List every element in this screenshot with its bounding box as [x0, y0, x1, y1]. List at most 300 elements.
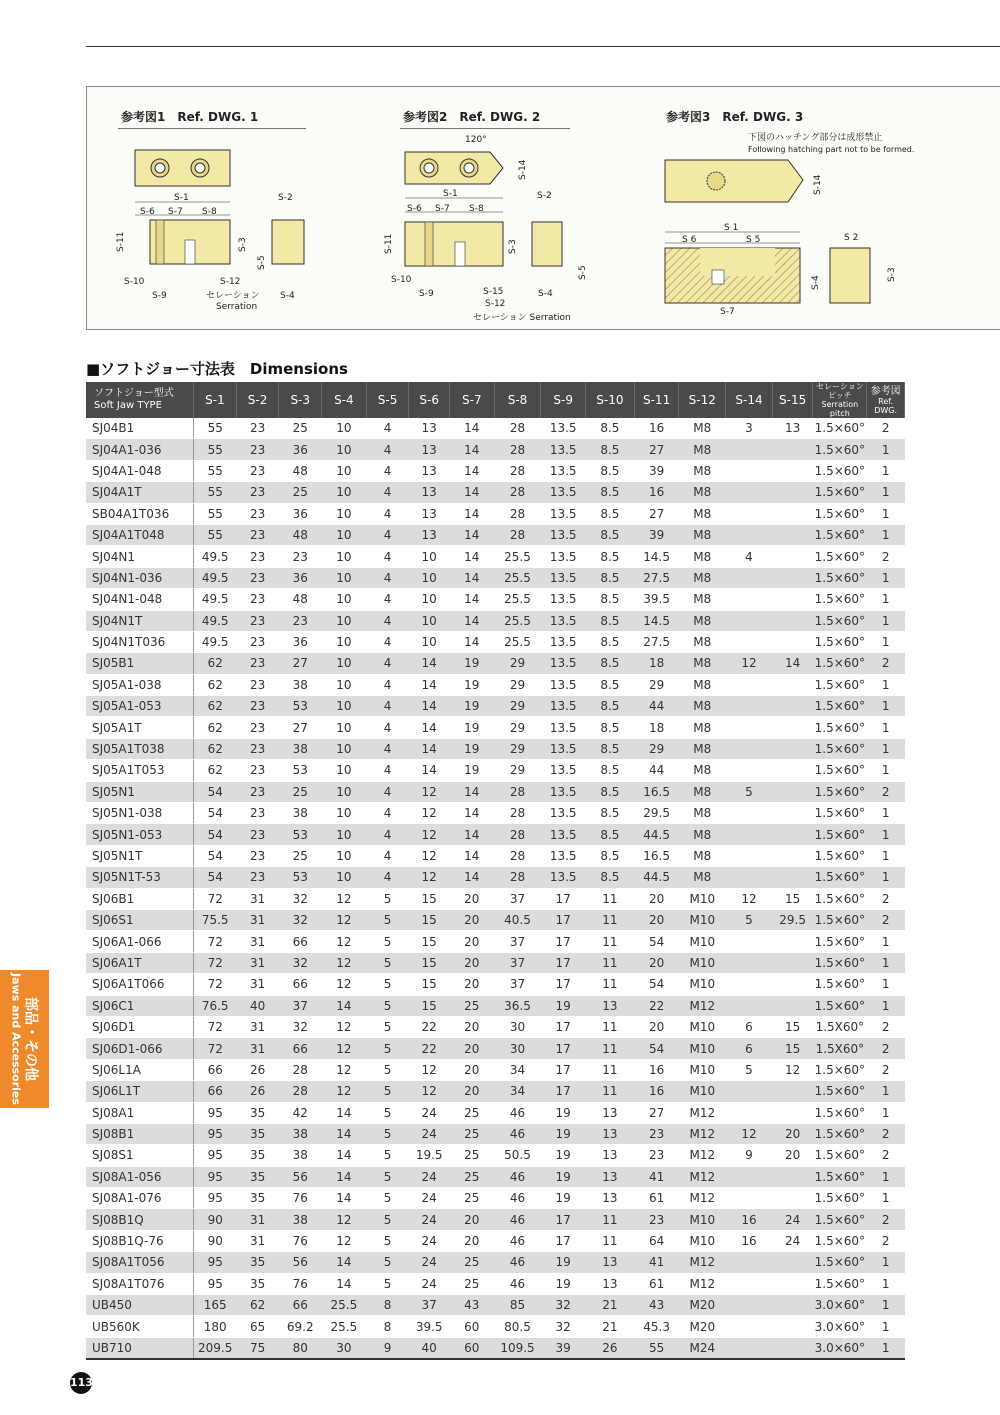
cell-value: 20: [772, 1123, 813, 1144]
cell-value: 23: [236, 418, 279, 439]
cell-value: 46: [494, 1252, 541, 1273]
cell-value: [726, 589, 773, 610]
ref-dwg-1-title: 参考図1 Ref. DWG. 1: [121, 110, 259, 124]
cell-value: 19: [449, 674, 494, 695]
jaw-top-view: [135, 150, 230, 186]
cell-value: 12: [322, 1230, 367, 1251]
cell-value: [726, 503, 773, 524]
cell-value: 35: [236, 1252, 279, 1273]
dim-s9: S-9: [152, 291, 167, 301]
cell-value: 10: [322, 803, 367, 824]
cell-value: 1: [867, 717, 905, 738]
cell-value: 13.5: [541, 631, 586, 652]
dim-s5: S-5: [257, 255, 267, 270]
cell-value: 20: [449, 1038, 494, 1059]
cell-value: 19: [449, 653, 494, 674]
cell-value: 11: [586, 1016, 635, 1037]
cell-value: 6: [726, 1038, 773, 1059]
cell-value: [726, 567, 773, 588]
cell-value: 1.5×60°: [813, 653, 867, 674]
cell-value: 1: [867, 589, 905, 610]
cell-value: 15: [772, 888, 813, 909]
cell-value: 1: [867, 867, 905, 888]
cell-value: 17: [541, 1230, 586, 1251]
cell-value: 8.5: [586, 738, 635, 759]
cell-value: 29: [634, 738, 679, 759]
cell-value: 20: [449, 952, 494, 973]
cell-value: 23: [236, 439, 279, 460]
cell-value: 75: [236, 1337, 279, 1359]
cell-value: 27.5: [634, 631, 679, 652]
cell-value: 13.5: [541, 482, 586, 503]
cell-value: 11: [586, 1230, 635, 1251]
cell-value: 12: [726, 653, 773, 674]
cell-value: 14: [409, 653, 450, 674]
cell-value: 13.5: [541, 696, 586, 717]
cell-value: 29.5: [634, 803, 679, 824]
cell-value: 35: [236, 1273, 279, 1294]
cell-value: 10: [322, 503, 367, 524]
cell-value: 5: [366, 1081, 409, 1102]
cell-value: 32: [279, 952, 322, 973]
cell-value: 1.5×60°: [813, 1273, 867, 1294]
cell-value: 10: [322, 781, 367, 802]
header-s11: S-11: [634, 382, 679, 418]
cell-value: 14.5: [634, 610, 679, 631]
cell-value: 13.5: [541, 824, 586, 845]
cell-value: 10: [322, 546, 367, 567]
cell-value: 27: [634, 1102, 679, 1123]
cell-value: 13: [409, 482, 450, 503]
cell-value: [772, 952, 813, 973]
cell-value: 18: [634, 717, 679, 738]
jaw-side-view: [272, 220, 304, 264]
cell-value: 13.5: [541, 524, 586, 545]
page-number: 113: [70, 1372, 92, 1394]
cell-value: 23: [279, 546, 322, 567]
cell-value: 25: [449, 1188, 494, 1209]
cell-value: [772, 482, 813, 503]
cell-value: 60: [449, 1337, 494, 1359]
dim-s11-2: S-11: [384, 233, 394, 254]
cell-value: 1.5×60°: [813, 738, 867, 759]
ref-dwg-1-drawing: [110, 140, 310, 320]
cell-value: 1.5×60°: [813, 1188, 867, 1209]
header-s10: S-10: [586, 382, 635, 418]
dim-s8-2: S-8: [469, 204, 484, 214]
cell-value: 25: [449, 1145, 494, 1166]
cell-value: 1.5×60°: [813, 1081, 867, 1102]
cell-value: 12: [726, 1123, 773, 1144]
cell-value: 1.5×60°: [813, 803, 867, 824]
cell-value: 39.5: [634, 589, 679, 610]
cell-value: 1.5X60°: [813, 1038, 867, 1059]
cell-value: 55: [194, 439, 237, 460]
cell-value: 2: [867, 653, 905, 674]
cell-value: 8.5: [586, 781, 635, 802]
cell-value: 2: [867, 1016, 905, 1037]
dim3-s7: S-7: [720, 307, 735, 317]
cell-value: 43: [449, 1295, 494, 1316]
cell-value: M10: [679, 909, 726, 930]
header-type: [86, 382, 194, 418]
cell-value: M12: [679, 1252, 726, 1273]
cell-value: 12: [322, 1016, 367, 1037]
cell-value: 5: [366, 888, 409, 909]
cell-value: 2: [867, 1230, 905, 1251]
cell-type: SJ08A1T056: [86, 1252, 194, 1273]
cell-value: 1: [867, 974, 905, 995]
cell-type: SJ05A1-038: [86, 674, 194, 695]
cell-value: 19: [541, 1166, 586, 1187]
cell-type: SJ06B1: [86, 888, 194, 909]
cell-value: 14: [449, 567, 494, 588]
cell-value: [726, 1252, 773, 1273]
cell-value: 5: [366, 952, 409, 973]
cell-value: 20: [449, 931, 494, 952]
cell-value: 10: [322, 824, 367, 845]
cell-value: 14: [322, 1273, 367, 1294]
cell-value: 38: [279, 803, 322, 824]
cell-value: 19: [449, 760, 494, 781]
cell-value: 1: [867, 631, 905, 652]
table-row: [86, 546, 905, 567]
cell-type: SJ08B1Q: [86, 1209, 194, 1230]
cell-value: 13.5: [541, 867, 586, 888]
cell-value: 20: [449, 888, 494, 909]
cell-value: [772, 1081, 813, 1102]
cell-value: 30: [494, 1016, 541, 1037]
header-s6: S-6: [409, 382, 450, 418]
cell-value: 25.5: [494, 546, 541, 567]
cell-value: 1.5×60°: [813, 1102, 867, 1123]
cell-value: 36.5: [494, 995, 541, 1016]
cell-value: 23: [236, 738, 279, 759]
cell-value: 27: [279, 717, 322, 738]
cell-value: 8.5: [586, 546, 635, 567]
cell-value: 66: [279, 1038, 322, 1059]
cell-type: SJ04N1-036: [86, 567, 194, 588]
cell-value: 13.5: [541, 546, 586, 567]
cell-value: [726, 845, 773, 866]
cell-value: [726, 995, 773, 1016]
cell-value: 15: [772, 1016, 813, 1037]
cell-value: 17: [541, 974, 586, 995]
cell-value: 10: [322, 589, 367, 610]
cell-value: 36: [279, 503, 322, 524]
table-row: [86, 589, 905, 610]
cell-value: 28: [494, 460, 541, 481]
cell-value: 62: [194, 674, 237, 695]
cell-value: [726, 1102, 773, 1123]
cell-value: 66: [194, 1059, 237, 1080]
cell-value: 19.5: [409, 1145, 450, 1166]
dimensions-table: [86, 382, 905, 1360]
cell-value: M8: [679, 717, 726, 738]
cell-value: 23: [236, 503, 279, 524]
cell-value: [772, 1188, 813, 1209]
cell-value: 10: [322, 524, 367, 545]
cell-value: M8: [679, 760, 726, 781]
cell-value: 16: [726, 1209, 773, 1230]
cell-value: M20: [679, 1316, 726, 1337]
cell-value: 1.5×60°: [813, 888, 867, 909]
cell-value: 56: [279, 1166, 322, 1187]
cell-value: 18: [634, 653, 679, 674]
header-pitch-en: Serration pitch: [821, 400, 859, 418]
cell-value: 20: [449, 1016, 494, 1037]
cell-value: 54: [634, 974, 679, 995]
cell-value: 16: [634, 482, 679, 503]
cell-value: 28: [494, 845, 541, 866]
dim-s6: S-6: [140, 207, 155, 217]
ref-dwg-3-note-en: Following hatching part not to be formed.: [748, 145, 915, 154]
cell-value: 1.5×60°: [813, 567, 867, 588]
cell-value: 12: [409, 781, 450, 802]
cell-value: 1.5×60°: [813, 824, 867, 845]
cell-value: 76: [279, 1273, 322, 1294]
cell-value: 12: [409, 803, 450, 824]
cell-value: 12: [322, 1209, 367, 1230]
cell-value: 90: [194, 1230, 237, 1251]
cell-value: 11: [586, 974, 635, 995]
cell-value: 62: [194, 738, 237, 759]
cell-value: 25.5: [494, 610, 541, 631]
cell-value: 23: [236, 653, 279, 674]
cell-value: 24: [772, 1209, 813, 1230]
cell-value: 12: [322, 888, 367, 909]
cell-value: 209.5: [194, 1337, 237, 1359]
cell-value: 72: [194, 888, 237, 909]
cell-value: 14: [449, 867, 494, 888]
ref-dwg-3-title: 参考図3 Ref. DWG. 3: [666, 110, 804, 124]
cell-value: 31: [236, 1038, 279, 1059]
cell-value: 72: [194, 1038, 237, 1059]
cell-value: 43: [634, 1295, 679, 1316]
cell-value: 38: [279, 738, 322, 759]
cell-value: 75.5: [194, 909, 237, 930]
cell-value: 95: [194, 1273, 237, 1294]
cell-value: 10: [322, 845, 367, 866]
header-s3: S-3: [279, 382, 322, 418]
cell-type: SJ05N1-038: [86, 803, 194, 824]
cell-value: 46: [494, 1166, 541, 1187]
cell-value: M10: [679, 974, 726, 995]
cell-value: 53: [279, 824, 322, 845]
cell-value: 1: [867, 610, 905, 631]
cell-value: 23: [236, 781, 279, 802]
cell-value: 54: [194, 824, 237, 845]
cell-value: 19: [541, 1273, 586, 1294]
cell-value: [772, 760, 813, 781]
cell-value: 23: [236, 460, 279, 481]
table-row: [86, 1059, 905, 1080]
cell-value: 1.5×60°: [813, 974, 867, 995]
cell-value: [726, 1081, 773, 1102]
cell-value: 11: [586, 888, 635, 909]
cell-value: M8: [679, 439, 726, 460]
dim-s10: S-10: [124, 277, 145, 287]
cell-value: 55: [194, 503, 237, 524]
cell-value: 13.5: [541, 567, 586, 588]
cell-value: 31: [236, 888, 279, 909]
cell-value: 10: [322, 738, 367, 759]
cell-value: 11: [586, 1038, 635, 1059]
cell-value: 4: [366, 589, 409, 610]
dim-s4: S-4: [280, 291, 295, 301]
cell-value: 1: [867, 1337, 905, 1359]
cell-type: UB450: [86, 1295, 194, 1316]
cell-value: 17: [541, 888, 586, 909]
cell-value: [726, 1337, 773, 1359]
cell-value: 37: [494, 952, 541, 973]
dim-s2-2: S-2: [537, 191, 552, 201]
cell-value: 23: [236, 524, 279, 545]
cell-value: 55: [194, 482, 237, 503]
jaw-front-view-2: [405, 222, 503, 266]
cell-value: 1: [867, 524, 905, 545]
cell-value: 10: [322, 482, 367, 503]
cell-value: 32: [541, 1295, 586, 1316]
cell-value: 8.5: [586, 717, 635, 738]
section-side-tab[interactable]: [0, 970, 49, 1108]
cell-value: 1.5×60°: [813, 482, 867, 503]
cell-value: 1: [867, 482, 905, 503]
cell-value: 1.5×60°: [813, 1166, 867, 1187]
cell-value: 12: [772, 1059, 813, 1080]
cell-value: [772, 1166, 813, 1187]
cell-value: 36: [279, 631, 322, 652]
cell-type: SJ08A1-076: [86, 1188, 194, 1209]
cell-value: 95: [194, 1166, 237, 1187]
cell-value: 12: [409, 1059, 450, 1080]
cell-value: 1.5×60°: [813, 610, 867, 631]
header-type-en: Soft Jaw TYPE: [94, 400, 162, 411]
cell-value: 22: [634, 995, 679, 1016]
cell-value: 16: [634, 1081, 679, 1102]
table-row: [86, 439, 905, 460]
cell-value: 49.5: [194, 631, 237, 652]
cell-value: 60: [449, 1316, 494, 1337]
table-row: [86, 696, 905, 717]
cell-value: 10: [322, 717, 367, 738]
cell-value: 11: [586, 1081, 635, 1102]
cell-value: [726, 439, 773, 460]
cell-value: [772, 674, 813, 695]
cell-value: 12: [322, 952, 367, 973]
cell-value: [772, 717, 813, 738]
cell-value: 5: [366, 1252, 409, 1273]
cell-type: SJ04A1T: [86, 482, 194, 503]
cell-value: 4: [366, 418, 409, 439]
cell-type: SJ08B1Q-76: [86, 1230, 194, 1251]
table-row: [86, 1209, 905, 1230]
cell-value: M10: [679, 931, 726, 952]
cell-value: 4: [366, 867, 409, 888]
serration-label-2: セレーション Serration: [473, 313, 571, 323]
cell-value: 1.5×60°: [813, 781, 867, 802]
cell-value: 14: [449, 418, 494, 439]
cell-value: 4: [366, 674, 409, 695]
cell-value: 5: [726, 781, 773, 802]
cell-value: 55: [194, 524, 237, 545]
cell-value: 8.5: [586, 567, 635, 588]
cell-type: SJ05N1: [86, 781, 194, 802]
cell-value: 44.5: [634, 867, 679, 888]
cell-value: 5: [366, 1016, 409, 1037]
cell-value: 4: [366, 524, 409, 545]
cell-value: 20: [634, 909, 679, 930]
cell-value: 10: [409, 610, 450, 631]
cell-value: 25: [449, 1102, 494, 1123]
dim-s15: S-15: [483, 287, 504, 297]
cell-value: 10: [409, 589, 450, 610]
cell-value: [772, 1102, 813, 1123]
table-row: [86, 717, 905, 738]
cell-value: 1.5×60°: [813, 1145, 867, 1166]
cell-value: 69.2: [279, 1316, 322, 1337]
cell-type: SJ05N1T-53: [86, 867, 194, 888]
table-row: [86, 503, 905, 524]
cell-value: 23: [279, 610, 322, 631]
cell-type: UB560K: [86, 1316, 194, 1337]
cell-value: 53: [279, 867, 322, 888]
cell-value: 12: [726, 888, 773, 909]
cell-value: 25.5: [494, 589, 541, 610]
cell-value: 2: [867, 546, 905, 567]
cell-value: 13.5: [541, 589, 586, 610]
cell-value: 6: [726, 1016, 773, 1037]
cell-value: 8.5: [586, 760, 635, 781]
cell-value: 1.5×60°: [813, 845, 867, 866]
cell-value: 1.5×60°: [813, 524, 867, 545]
cell-value: 61: [634, 1188, 679, 1209]
cell-value: 14: [449, 460, 494, 481]
dim-s7: S-7: [168, 207, 183, 217]
cell-value: 41: [634, 1166, 679, 1187]
cell-value: 1: [867, 1252, 905, 1273]
cell-value: 53: [279, 696, 322, 717]
cell-value: 1: [867, 824, 905, 845]
cell-value: 39: [541, 1337, 586, 1359]
cell-value: 13: [409, 418, 450, 439]
cell-value: 10: [322, 631, 367, 652]
cell-value: M8: [679, 696, 726, 717]
header-s9: S-9: [541, 382, 586, 418]
table-row: [86, 567, 905, 588]
cell-value: 31: [236, 974, 279, 995]
cell-value: 54: [634, 931, 679, 952]
cell-value: 4: [366, 503, 409, 524]
cell-type: SJ08B1: [86, 1123, 194, 1144]
cell-value: [772, 503, 813, 524]
cell-value: 1: [867, 845, 905, 866]
cell-value: 9: [726, 1145, 773, 1166]
cell-value: 12: [322, 1081, 367, 1102]
cell-value: [772, 845, 813, 866]
cell-value: 4: [366, 546, 409, 567]
cell-value: 29: [494, 738, 541, 759]
cell-type: SB04A1T036: [86, 503, 194, 524]
cell-value: 54: [194, 803, 237, 824]
cell-value: 85: [494, 1295, 541, 1316]
cell-value: 48: [279, 460, 322, 481]
cell-value: 19: [449, 717, 494, 738]
cell-value: 14: [409, 674, 450, 695]
cell-value: [772, 738, 813, 759]
cell-value: 66: [194, 1081, 237, 1102]
cell-value: [726, 760, 773, 781]
